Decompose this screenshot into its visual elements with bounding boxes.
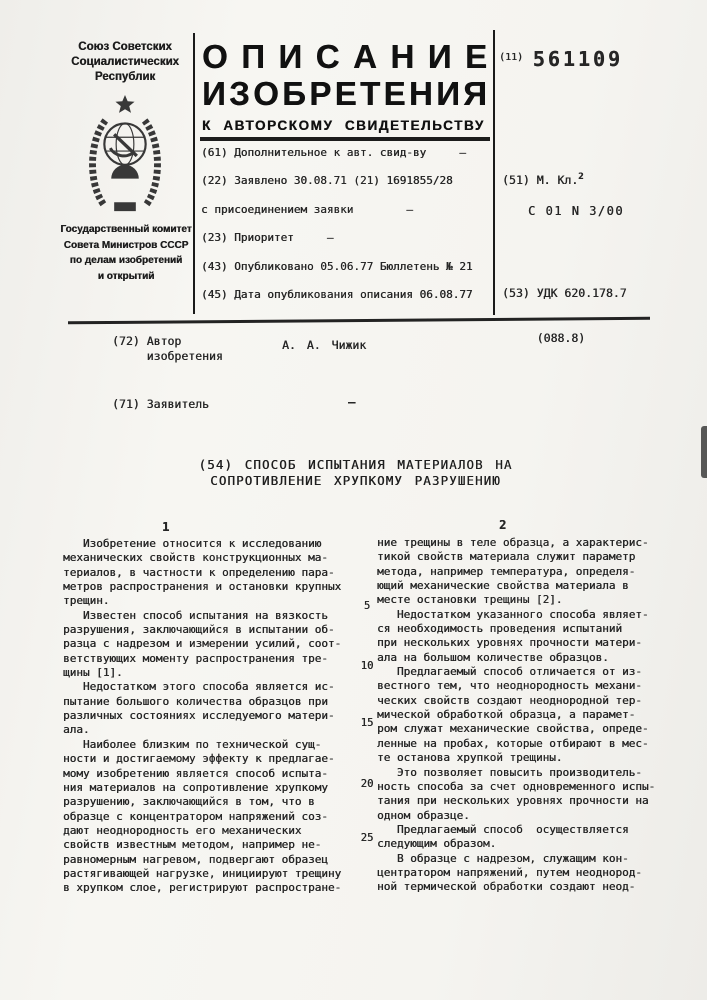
body-text-line: ветствующих моменту распространения тре- (63, 651, 328, 665)
body-text-line: щины [1]. (63, 666, 123, 680)
body-text-line: мому изобретению является способ испыта- (63, 766, 328, 780)
union-line: Союз Советских (78, 41, 172, 53)
body-text-line: ала на большом количестве образцов. (377, 650, 609, 664)
body-text-line: различных состояниях исследуемого матери- (63, 709, 335, 723)
publication-number (499, 47, 623, 71)
body-text-line: пытание большого количества образцов при (63, 694, 328, 708)
classification-label-text: (51) М. Кл. (502, 172, 579, 187)
body-text-line: Это позволяет повысить производитель- (377, 765, 642, 779)
sun-rays-icon (111, 165, 139, 179)
body-text-line: метода, например температура, определя- (377, 564, 636, 578)
body-text-line: териалов, в частности к определению пара- (63, 565, 335, 579)
author-name: А. А. Чижик (282, 338, 367, 352)
body-text-line: метров распространения и остановки крупных (63, 580, 342, 594)
invention-title-line: СОПРОТИВЛЕНИЕ ХРУПКОМУ РАЗРУШЕНИЮ (210, 473, 501, 488)
field-row: (45) Дата опубликования описания 06.08.77 (201, 288, 473, 302)
line-number: 5 (363, 600, 371, 612)
committee-line: по делам изобретений (69, 255, 183, 266)
udc-line: (53) УДК 620.178.7 (502, 286, 627, 300)
body-text-line: следующим образом. (377, 837, 497, 851)
body-text-line: ала. (63, 723, 90, 737)
invention-title-line: (54) СПОСОБ ИСПЫТАНИЯ МАТЕРИАЛОВ НА (198, 457, 513, 472)
star-icon (115, 95, 134, 113)
body-text-line: те останова хрупкой трещины. (377, 751, 563, 765)
ribbon (114, 202, 136, 211)
wheat-wreath-left (93, 121, 106, 205)
body-text-line: Недостатком этого способа является ис- (63, 680, 335, 694)
body-text-line: В образце с надрезом, служащим кон- (377, 851, 629, 865)
classification-label (502, 172, 584, 187)
field-row: (22) Заявлено 30.08.71 (21) 1691855/28 (201, 174, 453, 188)
scan-artifact (701, 426, 707, 478)
body-column-left (63, 537, 355, 896)
union-line: Социалистических (71, 56, 179, 68)
union-name-block (55, 40, 195, 85)
bibliographic-fields (201, 139, 497, 309)
body-text-line: ром служат механические свойства, опреде- (377, 722, 649, 736)
body-text-line: Предлагаемый способ отличается от из- (377, 665, 642, 679)
body-column-right (377, 536, 665, 895)
body-text-line: разца с надрезом и измерении усилий, соот- (63, 637, 342, 651)
body-text-line: Известен способ испытания на вязкость (63, 608, 328, 622)
body-text-line: трещин. (63, 594, 110, 608)
masthead (202, 38, 487, 141)
column-page-number-1: 1 (162, 520, 170, 534)
body-text-line: при нескольких уровнях прочности матери- (377, 636, 642, 650)
committee-line: Государственный комитет (60, 224, 192, 235)
union-line: Республик (94, 71, 156, 83)
body-text-line: Недостатком указанного способа являет- (377, 607, 649, 621)
field-row: с присоединением заявки — (201, 202, 413, 216)
applicant-label: (71) Заявитель (112, 397, 209, 411)
body-text-line: тикой свойств материала служит параметр (377, 550, 636, 564)
field-row: (43) Опубликовано 05.06.77 Бюллетень № 21 (201, 259, 473, 273)
body-text-line: разрушения, заключающийся в испытании об- (63, 623, 335, 637)
body-text-line: разрушению, заключающийся в том, что в (63, 795, 315, 809)
committee-line: и открытий (97, 270, 155, 282)
line-number: 10 (360, 660, 374, 672)
body-text-line: ние трещины в теле образца, а характерис- (377, 536, 649, 549)
author-label: (72) Автор изобретения (112, 334, 223, 363)
classification-superscript: 2 (578, 172, 584, 182)
body-text-line: Изобретение относится к исследованию (63, 537, 322, 550)
committee-block (50, 222, 202, 284)
body-text-line: механических свойств конструкционных ма- (63, 551, 328, 565)
body-text-line: одном образце. (377, 808, 470, 822)
body-text-line: растягивающей нагрузке, инициируют трещину (63, 866, 342, 880)
body-text-line: центратором напряжений, путем неоднород- (377, 865, 642, 879)
body-text-line: ленные на пробах, которые отбирают в мес- (377, 736, 649, 750)
masthead-subtitle: К АВТОРСКОМУ СВИДЕТЕЛЬСТВУ (202, 118, 485, 133)
body-text-line: Наиболее близким по технической сущ- (63, 737, 322, 751)
line-number: 15 (360, 717, 374, 729)
body-text-line: ности и достигаемому эффекту к предлагае- (63, 752, 335, 766)
body-text-line: ния материалов на сопротивление хрупкому (63, 780, 328, 794)
body-text-line: образце с концентратором напряжений соз- (63, 809, 328, 823)
body-text-line: ющий механические свойства материала в (377, 579, 629, 593)
wheat-wreath-right (145, 121, 158, 205)
body-text-line: Предлагаемый способ осуществляется (377, 822, 629, 836)
udc-block (502, 256, 627, 376)
line-number: 20 (360, 778, 374, 790)
body-text-line: ческих свойств создают неоднородной тер- (377, 693, 642, 707)
masthead-title-line2: И З О Б Р Е Т Е Н И Я (202, 75, 487, 112)
body-text-line: равномерным нагревом, подвергают образец (63, 852, 328, 866)
body-text-line: свойств известным методом, например не- (63, 838, 322, 852)
body-text-line: ность способа за счет одновременного испы- (377, 779, 656, 793)
body-text-line: месте остановки трещины [2]. (377, 593, 563, 607)
invention-title (118, 457, 593, 489)
publication-number-value: 561109 (532, 47, 623, 71)
udc-line: (088.8) (502, 331, 586, 345)
line-number: 25 (360, 832, 374, 844)
committee-line: Совета Министров СССР (63, 239, 189, 251)
column-page-number-2: 2 (499, 518, 507, 532)
applicant-value: — (348, 395, 356, 409)
masthead-title-line1: О П И С А Н И Е (202, 38, 487, 75)
publication-number-code: (11) (499, 52, 524, 63)
body-text-line: ся необходимость проведения испытаний (377, 622, 623, 636)
classification-value: С 01 N 3/00 (528, 204, 624, 218)
vertical-divider-left (193, 33, 195, 314)
body-text-line: тания при нескольких уровнях прочности на (377, 794, 649, 808)
ussr-coat-of-arms-icon (80, 92, 170, 216)
body-text-line: дают неоднородность его механических (63, 823, 302, 837)
body-text-line: ной термической обработки создают неод- (377, 880, 636, 894)
body-text-line: мической обработкой образца, а парамет- (377, 708, 636, 722)
body-text-line: вестного тем, что неоднородность механи- (377, 679, 642, 693)
body-text-line: в хрупком слое, регистрируют распростране- (63, 881, 342, 895)
ussr-coat-of-arms-icon (80, 92, 170, 216)
field-row: (23) Приоритет — (201, 231, 334, 245)
field-row: (61) Дополнительное к авт. свид-ву — (201, 146, 466, 159)
